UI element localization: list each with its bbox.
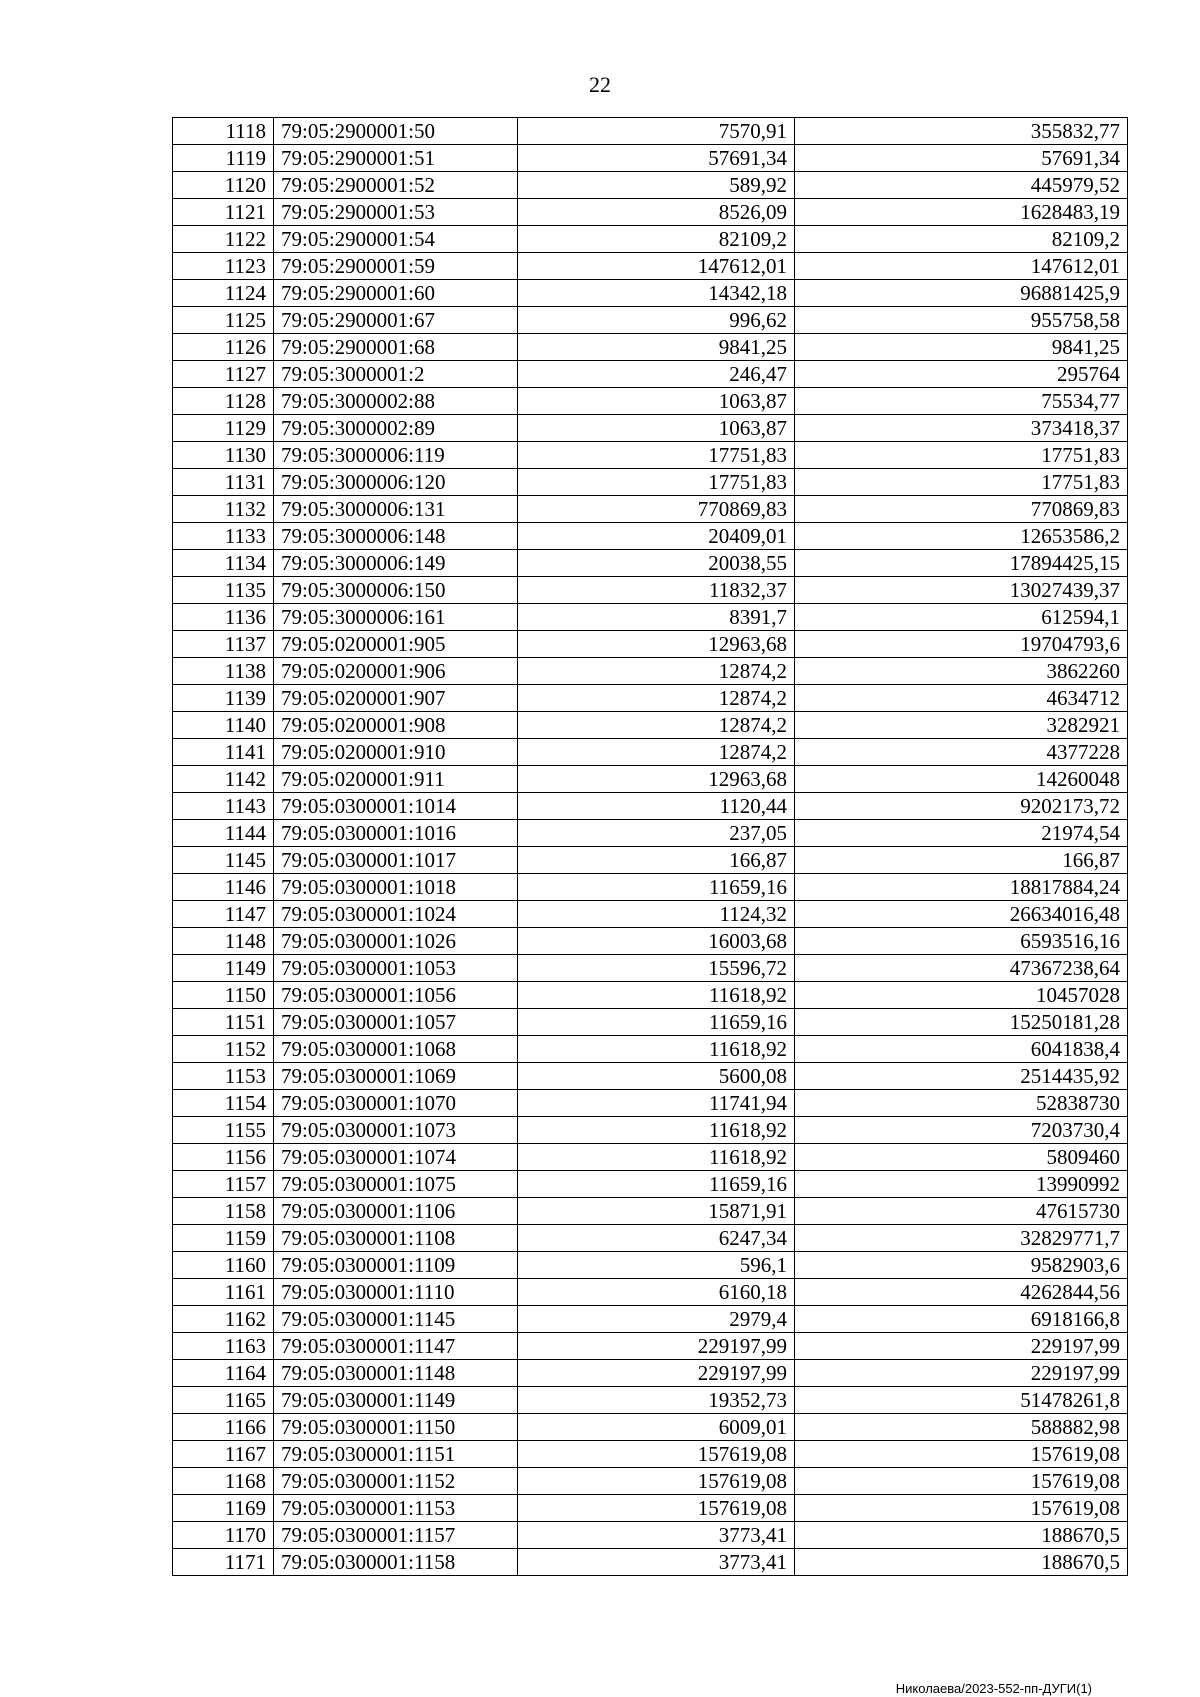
value-1-cell: 5600,08: [518, 1063, 795, 1090]
cadastral-number-cell: 79:05:0300001:1057: [274, 1009, 518, 1036]
row-number-cell: 1132: [173, 496, 274, 523]
value-2-cell: 15250181,28: [795, 1009, 1128, 1036]
cadastral-number-cell: 79:05:0300001:1073: [274, 1117, 518, 1144]
value-2-cell: 229197,99: [795, 1360, 1128, 1387]
value-2-cell: 7203730,4: [795, 1117, 1128, 1144]
cadastral-number-cell: 79:05:2900001:53: [274, 199, 518, 226]
table-row: [173, 1252, 1128, 1279]
cadastral-number-cell: 79:05:0300001:1017: [274, 847, 518, 874]
cadastral-number-cell: 79:05:3000006:119: [274, 442, 518, 469]
row-number-cell: 1134: [173, 550, 274, 577]
value-1-cell: 8526,09: [518, 199, 795, 226]
table-row: [173, 1495, 1128, 1522]
cadastral-number-cell: 79:05:3000006:150: [274, 577, 518, 604]
row-number-cell: 1162: [173, 1306, 274, 1333]
table-row: [173, 280, 1128, 307]
value-1-cell: 6009,01: [518, 1414, 795, 1441]
table-row: [173, 1171, 1128, 1198]
cadastral-number-cell: 79:05:0300001:1016: [274, 820, 518, 847]
value-2-cell: 157619,08: [795, 1468, 1128, 1495]
value-1-cell: 147612,01: [518, 253, 795, 280]
table-row: [173, 1333, 1128, 1360]
cadastral-number-cell: 79:05:0300001:1026: [274, 928, 518, 955]
cadastral-number-cell: 79:05:3000006:131: [274, 496, 518, 523]
value-1-cell: 11618,92: [518, 1117, 795, 1144]
table-row: [173, 1090, 1128, 1117]
table-row: [173, 172, 1128, 199]
value-2-cell: 6593516,16: [795, 928, 1128, 955]
row-number-cell: 1149: [173, 955, 274, 982]
cadastral-number-cell: 79:05:0200001:907: [274, 685, 518, 712]
value-2-cell: 10457028: [795, 982, 1128, 1009]
value-1-cell: 11659,16: [518, 1009, 795, 1036]
table-row: [173, 577, 1128, 604]
value-2-cell: 229197,99: [795, 1333, 1128, 1360]
value-2-cell: 13990992: [795, 1171, 1128, 1198]
cadastral-number-cell: 79:05:0300001:1148: [274, 1360, 518, 1387]
value-1-cell: 237,05: [518, 820, 795, 847]
value-2-cell: 166,87: [795, 847, 1128, 874]
row-number-cell: 1131: [173, 469, 274, 496]
table-row: [173, 1009, 1128, 1036]
value-2-cell: 295764: [795, 361, 1128, 388]
row-number-cell: 1165: [173, 1387, 274, 1414]
value-2-cell: 47615730: [795, 1198, 1128, 1225]
row-number-cell: 1156: [173, 1144, 274, 1171]
row-number-cell: 1140: [173, 712, 274, 739]
table-row: [173, 550, 1128, 577]
value-1-cell: 229197,99: [518, 1333, 795, 1360]
table-row: [173, 820, 1128, 847]
cadastral-number-cell: 79:05:0200001:908: [274, 712, 518, 739]
row-number-cell: 1171: [173, 1549, 274, 1576]
cadastral-number-cell: 79:05:2900001:67: [274, 307, 518, 334]
value-2-cell: 588882,98: [795, 1414, 1128, 1441]
cadastral-number-cell: 79:05:2900001:68: [274, 334, 518, 361]
cadastral-number-cell: 79:05:2900001:54: [274, 226, 518, 253]
table-row: [173, 199, 1128, 226]
cadastral-number-cell: 79:05:0300001:1070: [274, 1090, 518, 1117]
row-number-cell: 1145: [173, 847, 274, 874]
cadastral-number-cell: 79:05:2900001:52: [274, 172, 518, 199]
value-2-cell: 955758,58: [795, 307, 1128, 334]
cadastral-number-cell: 79:05:0300001:1053: [274, 955, 518, 982]
row-number-cell: 1125: [173, 307, 274, 334]
value-2-cell: 57691,34: [795, 145, 1128, 172]
value-2-cell: 13027439,37: [795, 577, 1128, 604]
row-number-cell: 1167: [173, 1441, 274, 1468]
value-2-cell: 188670,5: [795, 1549, 1128, 1576]
value-1-cell: 1063,87: [518, 388, 795, 415]
table-row: [173, 1279, 1128, 1306]
value-1-cell: 11618,92: [518, 982, 795, 1009]
value-1-cell: 8391,7: [518, 604, 795, 631]
value-2-cell: 82109,2: [795, 226, 1128, 253]
row-number-cell: 1154: [173, 1090, 274, 1117]
row-number-cell: 1133: [173, 523, 274, 550]
value-1-cell: 3773,41: [518, 1522, 795, 1549]
row-number-cell: 1136: [173, 604, 274, 631]
value-1-cell: 596,1: [518, 1252, 795, 1279]
table-row: [173, 685, 1128, 712]
row-number-cell: 1123: [173, 253, 274, 280]
value-1-cell: 11832,37: [518, 577, 795, 604]
row-number-cell: 1163: [173, 1333, 274, 1360]
value-2-cell: 355832,77: [795, 118, 1128, 145]
cadastral-number-cell: 79:05:2900001:51: [274, 145, 518, 172]
table-row: [173, 1468, 1128, 1495]
table-row: [173, 334, 1128, 361]
value-1-cell: 157619,08: [518, 1468, 795, 1495]
row-number-cell: 1170: [173, 1522, 274, 1549]
row-number-cell: 1119: [173, 145, 274, 172]
value-2-cell: 2514435,92: [795, 1063, 1128, 1090]
cadastral-number-cell: 79:05:0300001:1018: [274, 874, 518, 901]
cadastral-number-cell: 79:05:0200001:905: [274, 631, 518, 658]
table-row: [173, 658, 1128, 685]
table-row: [173, 712, 1128, 739]
value-1-cell: 11618,92: [518, 1036, 795, 1063]
cadastral-number-cell: 79:05:0300001:1108: [274, 1225, 518, 1252]
cadastral-number-cell: 79:05:0300001:1109: [274, 1252, 518, 1279]
cadastral-number-cell: 79:05:0300001:1014: [274, 793, 518, 820]
value-2-cell: 4262844,56: [795, 1279, 1128, 1306]
row-number-cell: 1155: [173, 1117, 274, 1144]
cadastral-number-cell: 79:05:2900001:59: [274, 253, 518, 280]
value-2-cell: 21974,54: [795, 820, 1128, 847]
cadastral-number-cell: 79:05:0300001:1106: [274, 1198, 518, 1225]
table-row: [173, 1441, 1128, 1468]
cadastral-number-cell: 79:05:2900001:60: [274, 280, 518, 307]
value-2-cell: 4377228: [795, 739, 1128, 766]
value-1-cell: 246,47: [518, 361, 795, 388]
table-row: [173, 1549, 1128, 1576]
value-1-cell: 1063,87: [518, 415, 795, 442]
value-2-cell: 9841,25: [795, 334, 1128, 361]
value-1-cell: 57691,34: [518, 145, 795, 172]
value-2-cell: 147612,01: [795, 253, 1128, 280]
value-1-cell: 6247,34: [518, 1225, 795, 1252]
cadastral-number-cell: 79:05:0300001:1074: [274, 1144, 518, 1171]
row-number-cell: 1168: [173, 1468, 274, 1495]
table-row: [173, 496, 1128, 523]
value-2-cell: 6041838,4: [795, 1036, 1128, 1063]
row-number-cell: 1139: [173, 685, 274, 712]
row-number-cell: 1122: [173, 226, 274, 253]
table-row: [173, 523, 1128, 550]
row-number-cell: 1135: [173, 577, 274, 604]
cadastral-number-cell: 79:05:0300001:1150: [274, 1414, 518, 1441]
table-row: [173, 388, 1128, 415]
value-1-cell: 3773,41: [518, 1549, 795, 1576]
table-row: [173, 793, 1128, 820]
cadastral-number-cell: 79:05:0300001:1056: [274, 982, 518, 1009]
value-2-cell: 1628483,19: [795, 199, 1128, 226]
cadastral-number-cell: 79:05:3000006:148: [274, 523, 518, 550]
value-1-cell: 2979,4: [518, 1306, 795, 1333]
value-1-cell: 589,92: [518, 172, 795, 199]
value-1-cell: 17751,83: [518, 469, 795, 496]
table-row: [173, 469, 1128, 496]
cadastral-number-cell: 79:05:0200001:910: [274, 739, 518, 766]
value-1-cell: 1124,32: [518, 901, 795, 928]
value-2-cell: 12653586,2: [795, 523, 1128, 550]
row-number-cell: 1158: [173, 1198, 274, 1225]
row-number-cell: 1160: [173, 1252, 274, 1279]
value-1-cell: 9841,25: [518, 334, 795, 361]
value-1-cell: 157619,08: [518, 1495, 795, 1522]
value-2-cell: 96881425,9: [795, 280, 1128, 307]
row-number-cell: 1124: [173, 280, 274, 307]
value-2-cell: 157619,08: [795, 1441, 1128, 1468]
value-2-cell: 3282921: [795, 712, 1128, 739]
cadastral-number-cell: 79:05:0300001:1153: [274, 1495, 518, 1522]
value-1-cell: 20409,01: [518, 523, 795, 550]
table-row: [173, 1036, 1128, 1063]
value-2-cell: 3862260: [795, 658, 1128, 685]
table-body: [173, 118, 1128, 1576]
row-number-cell: 1146: [173, 874, 274, 901]
value-2-cell: 52838730: [795, 1090, 1128, 1117]
value-2-cell: 19704793,6: [795, 631, 1128, 658]
cadastral-number-cell: 79:05:3000002:88: [274, 388, 518, 415]
value-1-cell: 12874,2: [518, 712, 795, 739]
table-row: [173, 1144, 1128, 1171]
cadastral-number-cell: 79:05:0300001:1151: [274, 1441, 518, 1468]
cadastral-number-cell: 79:05:0300001:1157: [274, 1522, 518, 1549]
table-row: [173, 901, 1128, 928]
value-1-cell: 12963,68: [518, 766, 795, 793]
value-2-cell: 17894425,15: [795, 550, 1128, 577]
row-number-cell: 1151: [173, 1009, 274, 1036]
row-number-cell: 1159: [173, 1225, 274, 1252]
table-row: [173, 1225, 1128, 1252]
value-1-cell: 15871,91: [518, 1198, 795, 1225]
value-1-cell: 12874,2: [518, 685, 795, 712]
cadastral-number-cell: 79:05:0300001:1024: [274, 901, 518, 928]
row-number-cell: 1157: [173, 1171, 274, 1198]
cadastral-number-cell: 79:05:0300001:1068: [274, 1036, 518, 1063]
value-1-cell: 157619,08: [518, 1441, 795, 1468]
row-number-cell: 1152: [173, 1036, 274, 1063]
table-row: [173, 307, 1128, 334]
value-1-cell: 11741,94: [518, 1090, 795, 1117]
value-1-cell: 20038,55: [518, 550, 795, 577]
row-number-cell: 1143: [173, 793, 274, 820]
table-row: [173, 631, 1128, 658]
table-row: [173, 928, 1128, 955]
value-2-cell: 47367238,64: [795, 955, 1128, 982]
cadastral-number-cell: 79:05:0300001:1110: [274, 1279, 518, 1306]
cadastral-number-cell: 79:05:3000006:161: [274, 604, 518, 631]
value-1-cell: 11659,16: [518, 1171, 795, 1198]
value-1-cell: 12874,2: [518, 739, 795, 766]
value-2-cell: 9202173,72: [795, 793, 1128, 820]
cadastral-number-cell: 79:05:3000006:120: [274, 469, 518, 496]
value-1-cell: 12874,2: [518, 658, 795, 685]
value-2-cell: 6918166,8: [795, 1306, 1128, 1333]
cadastral-number-cell: 79:05:3000006:149: [274, 550, 518, 577]
table-row: [173, 442, 1128, 469]
value-2-cell: 51478261,8: [795, 1387, 1128, 1414]
row-number-cell: 1141: [173, 739, 274, 766]
value-2-cell: 188670,5: [795, 1522, 1128, 1549]
document-code: Николаева/2023-552-пп-ДУГИ(1): [895, 1681, 1092, 1696]
value-2-cell: 445979,52: [795, 172, 1128, 199]
value-1-cell: 17751,83: [518, 442, 795, 469]
value-1-cell: 11618,92: [518, 1144, 795, 1171]
value-1-cell: 19352,73: [518, 1387, 795, 1414]
table-row: [173, 1360, 1128, 1387]
cadastral-number-cell: 79:05:0300001:1149: [274, 1387, 518, 1414]
row-number-cell: 1126: [173, 334, 274, 361]
row-number-cell: 1130: [173, 442, 274, 469]
row-number-cell: 1161: [173, 1279, 274, 1306]
table-row: [173, 847, 1128, 874]
row-number-cell: 1118: [173, 118, 274, 145]
value-2-cell: 9582903,6: [795, 1252, 1128, 1279]
value-2-cell: 770869,83: [795, 496, 1128, 523]
row-number-cell: 1164: [173, 1360, 274, 1387]
table-row: [173, 1306, 1128, 1333]
table-row: [173, 955, 1128, 982]
row-number-cell: 1121: [173, 199, 274, 226]
row-number-cell: 1137: [173, 631, 274, 658]
value-1-cell: 16003,68: [518, 928, 795, 955]
value-2-cell: 17751,83: [795, 442, 1128, 469]
value-1-cell: 14342,18: [518, 280, 795, 307]
row-number-cell: 1153: [173, 1063, 274, 1090]
cadastral-number-cell: 79:05:0200001:906: [274, 658, 518, 685]
row-number-cell: 1138: [173, 658, 274, 685]
table-row: [173, 874, 1128, 901]
cadastral-number-cell: 79:05:0300001:1145: [274, 1306, 518, 1333]
row-number-cell: 1128: [173, 388, 274, 415]
cadastral-number-cell: 79:05:0300001:1158: [274, 1549, 518, 1576]
value-1-cell: 7570,91: [518, 118, 795, 145]
table-row: [173, 604, 1128, 631]
cadastral-table: [172, 117, 1128, 1576]
row-number-cell: 1148: [173, 928, 274, 955]
cadastral-number-cell: 79:05:0200001:911: [274, 766, 518, 793]
row-number-cell: 1169: [173, 1495, 274, 1522]
value-1-cell: 229197,99: [518, 1360, 795, 1387]
value-2-cell: 612594,1: [795, 604, 1128, 631]
value-2-cell: 26634016,48: [795, 901, 1128, 928]
cadastral-number-cell: 79:05:0300001:1069: [274, 1063, 518, 1090]
table-row: [173, 415, 1128, 442]
cadastral-number-cell: 79:05:3000002:89: [274, 415, 518, 442]
cadastral-number-cell: 79:05:3000001:2: [274, 361, 518, 388]
row-number-cell: 1120: [173, 172, 274, 199]
value-1-cell: 15596,72: [518, 955, 795, 982]
row-number-cell: 1142: [173, 766, 274, 793]
table-row: [173, 1117, 1128, 1144]
value-2-cell: 373418,37: [795, 415, 1128, 442]
table-row: [173, 1387, 1128, 1414]
table-row: [173, 766, 1128, 793]
table-row: [173, 982, 1128, 1009]
value-1-cell: 770869,83: [518, 496, 795, 523]
table-row: [173, 361, 1128, 388]
value-2-cell: 32829771,7: [795, 1225, 1128, 1252]
table-row: [173, 1414, 1128, 1441]
value-1-cell: 6160,18: [518, 1279, 795, 1306]
table-row: [173, 253, 1128, 280]
table-row: [173, 226, 1128, 253]
cadastral-number-cell: 79:05:0300001:1152: [274, 1468, 518, 1495]
page-number: 22: [589, 72, 611, 97]
value-2-cell: 17751,83: [795, 469, 1128, 496]
value-1-cell: 82109,2: [518, 226, 795, 253]
value-1-cell: 11659,16: [518, 874, 795, 901]
table-row: [173, 739, 1128, 766]
value-2-cell: 157619,08: [795, 1495, 1128, 1522]
table-row: [173, 1063, 1128, 1090]
row-number-cell: 1166: [173, 1414, 274, 1441]
cadastral-number-cell: 79:05:0300001:1075: [274, 1171, 518, 1198]
table-row: [173, 145, 1128, 172]
value-2-cell: 14260048: [795, 766, 1128, 793]
value-2-cell: 18817884,24: [795, 874, 1128, 901]
value-1-cell: 166,87: [518, 847, 795, 874]
table-row: [173, 1522, 1128, 1549]
value-1-cell: 1120,44: [518, 793, 795, 820]
value-2-cell: 4634712: [795, 685, 1128, 712]
row-number-cell: 1147: [173, 901, 274, 928]
row-number-cell: 1129: [173, 415, 274, 442]
value-1-cell: 996,62: [518, 307, 795, 334]
table-row: [173, 1198, 1128, 1225]
row-number-cell: 1127: [173, 361, 274, 388]
value-2-cell: 75534,77: [795, 388, 1128, 415]
table-row: [173, 118, 1128, 145]
value-1-cell: 12963,68: [518, 631, 795, 658]
value-2-cell: 5809460: [795, 1144, 1128, 1171]
cadastral-number-cell: 79:05:2900001:50: [274, 118, 518, 145]
row-number-cell: 1150: [173, 982, 274, 1009]
cadastral-number-cell: 79:05:0300001:1147: [274, 1333, 518, 1360]
row-number-cell: 1144: [173, 820, 274, 847]
